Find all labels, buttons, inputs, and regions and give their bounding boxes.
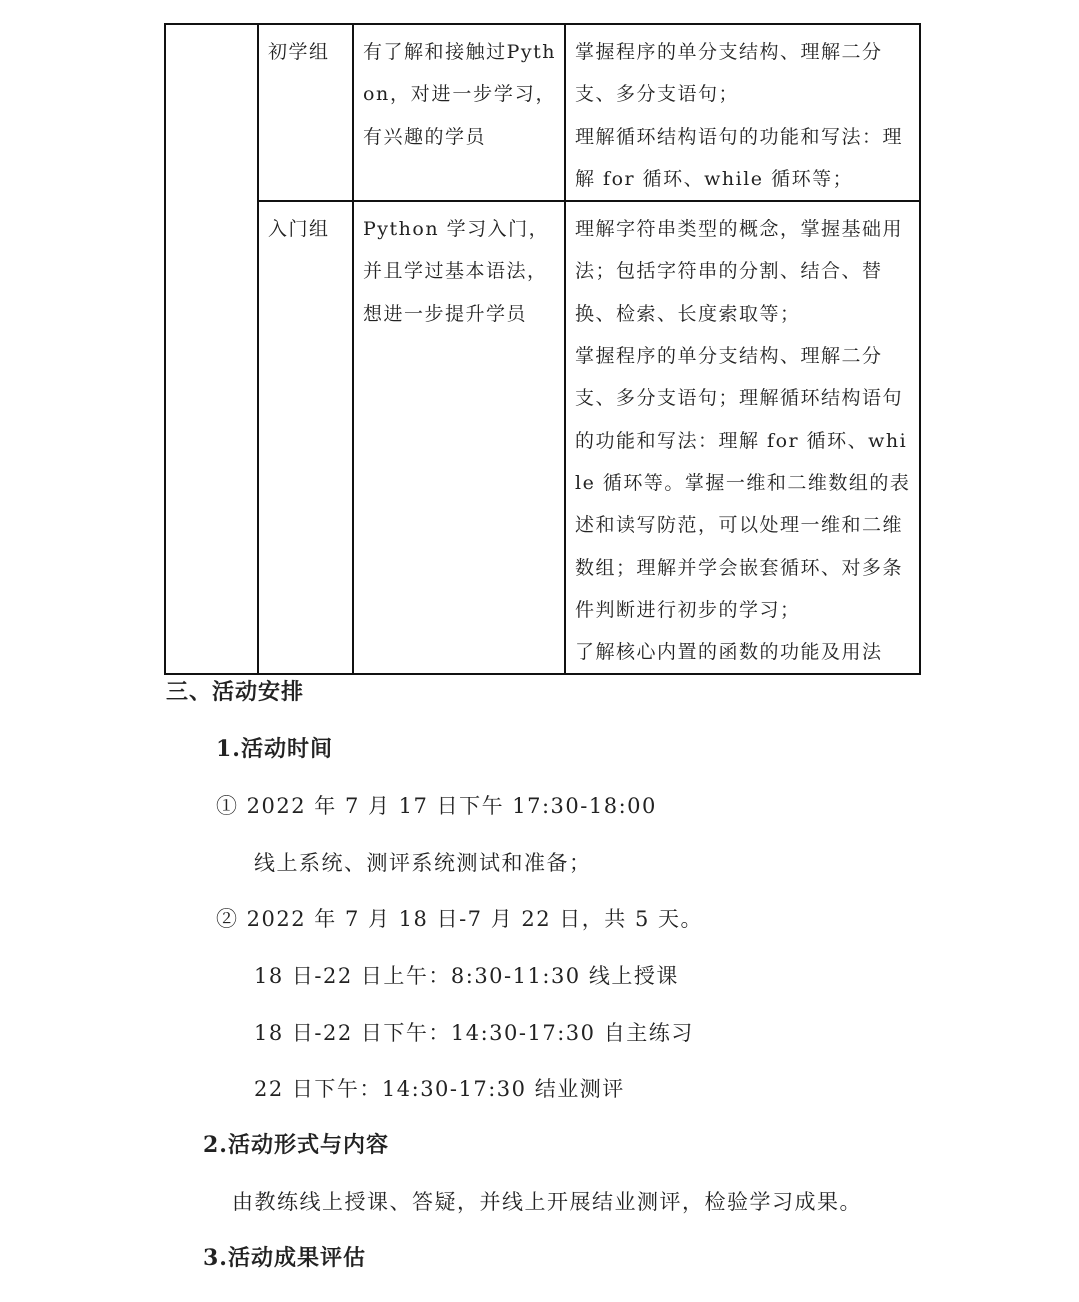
- target-audience: 有了解和接触过Python，对进一步学习，有兴趣的学员: [363, 41, 556, 148]
- content-cell: [565, 201, 920, 674]
- schedule-item: ① 2022 年 7 月 17 日下午 17:30-18:00: [216, 794, 657, 818]
- schedule-detail: 18 日-22 日上午：8:30-11:30 线上授课: [254, 964, 679, 988]
- target-cell: [353, 201, 565, 674]
- activity-time-heading: 1.活动时间: [216, 736, 333, 762]
- content-paragraph: 理解循环结构语句的功能和写法：理解 for 循环、while 循环等；: [575, 125, 904, 190]
- group-name: 入门组: [268, 218, 330, 241]
- group-name: 初学组: [268, 41, 330, 63]
- activity-evaluation-heading: 3.活动成果评估: [203, 1245, 366, 1271]
- schedule-detail: 线上系统、测评系统测试和准备；: [254, 851, 592, 875]
- content-paragraph: 理解字符串类型的概念，掌握基础用法；包括字符串的分割、结合、替换、检索、长度索取等；: [575, 218, 904, 325]
- activity-form-text: 由教练线上授课、答疑，并线上开展结业测评，检验学习成果。: [232, 1190, 862, 1214]
- target-audience: Python 学习入门，并且学过基本语法，想进一步提升学员: [363, 218, 550, 325]
- table-row: [165, 24, 920, 201]
- activity-form-heading: 2.活动形式与内容: [203, 1132, 389, 1158]
- content-paragraph: 掌握程序的单分支结构、理解二分支、多分支语句；理解循环结构语句的功能和写法：理解 for 循环、while 循环等。掌握一维和二维数组的表述和读写防范，可以处理一维和二维数组；理解并学会嵌套循环、对多条件判断进行初步的学习；: [575, 345, 911, 621]
- target-cell: [353, 24, 565, 201]
- category-cell: [165, 24, 258, 674]
- content-paragraph: 了解核心内置的函数的功能及用法: [575, 641, 883, 664]
- curriculum-table: [164, 23, 921, 675]
- group-cell: [258, 24, 353, 201]
- content-cell: [565, 24, 920, 201]
- content-paragraph: 掌握程序的单分支结构、理解二分支、多分支语句；: [575, 41, 883, 106]
- schedule-item: ② 2022 年 7 月 18 日-7 月 22 日，共 5 天。: [216, 907, 703, 931]
- section-heading: 三、活动安排: [166, 679, 305, 705]
- table-row: [165, 201, 920, 674]
- schedule-detail: 22 日下午：14:30-17:30 结业测评: [254, 1077, 625, 1101]
- group-cell: [258, 201, 353, 674]
- schedule-detail: 18 日-22 日下午：14:30-17:30 自主练习: [254, 1021, 694, 1045]
